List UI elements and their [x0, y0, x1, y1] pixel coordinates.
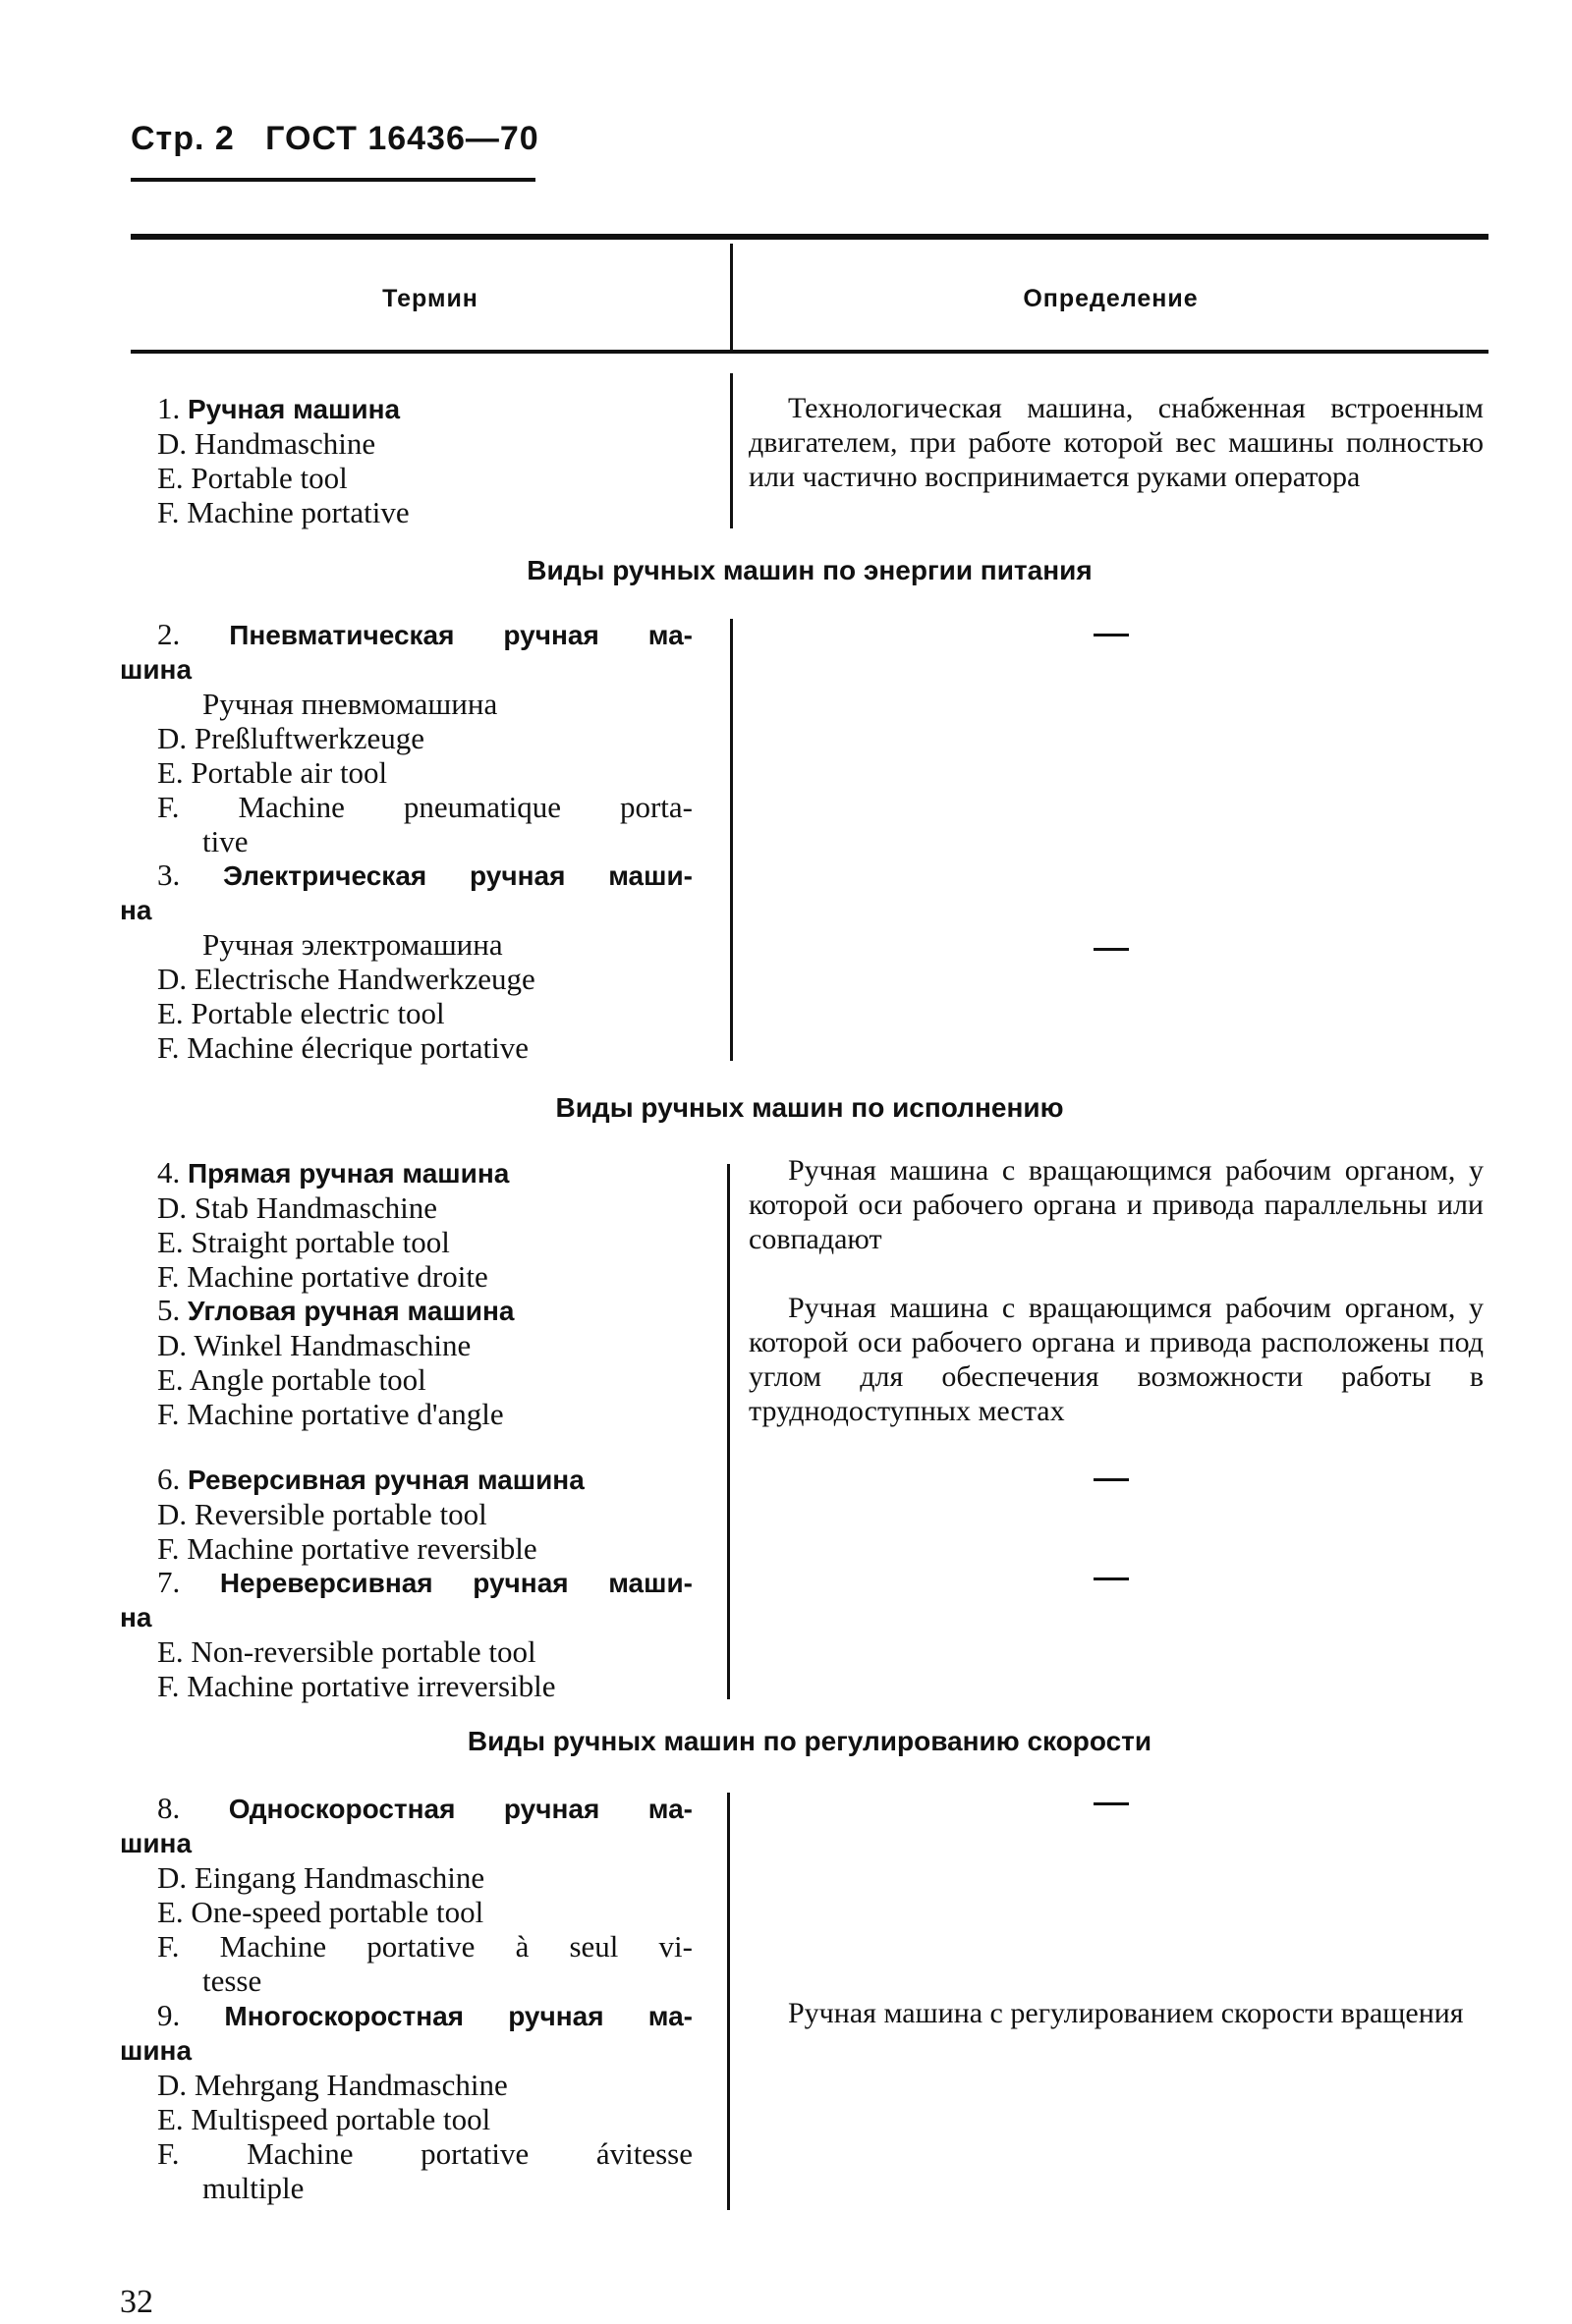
term-fr: F. Machine pneumatique porta- — [157, 790, 693, 824]
definition-text: Технологическая машина, снабженная встроенным двигателем, при работе которой вес машины полностью или частично воспринимается руками оператора — [749, 392, 1484, 493]
term-de: D. Stab Handmaschine — [157, 1190, 437, 1225]
term-5 — [157, 1293, 693, 1431]
term-en: E. Portable tool — [157, 461, 348, 495]
term-8 — [120, 1791, 694, 1998]
term-en: E. One-speed portable tool — [157, 1895, 484, 1929]
term-text — [157, 1791, 693, 1826]
term-text: 1. — [157, 391, 181, 425]
term-en: E. Portable electric tool — [157, 996, 445, 1030]
term-text: 8. — [157, 1791, 181, 1825]
column-header-definition: Определение — [1023, 285, 1199, 312]
term-2 — [120, 617, 693, 858]
term-title: Прямая ручная машина — [188, 1158, 510, 1189]
term-text — [157, 858, 693, 893]
term-7 — [120, 1565, 694, 1703]
term-title: Угловая ручная машина — [188, 1296, 515, 1326]
term-3 — [120, 858, 693, 1065]
term-fr-cont: multiple — [202, 2171, 305, 2205]
column-divider — [730, 373, 733, 528]
term-de: D. Eingang Handmaschine — [157, 1860, 485, 1895]
definition-5 — [749, 1291, 1484, 1428]
definition-text: Ручная машина с вращающимся рабочим органом, у которой оси рабочего органа и привода расположены под углом для обеспечения возможности работы в труднодоступных местах — [749, 1292, 1484, 1427]
table-top-rule — [131, 234, 1488, 240]
term-text — [157, 1565, 693, 1600]
term-en: E. Portable air tool — [157, 755, 388, 790]
definition-1 — [749, 391, 1484, 494]
term-text — [157, 391, 693, 426]
term-fr: F. Machine portative d'angle — [157, 1397, 504, 1431]
page-header — [131, 120, 539, 158]
section-heading: Виды ручных машин по исполнению — [555, 1092, 1064, 1123]
standard-number: ГОСТ 16436—70 — [265, 120, 539, 157]
term-text — [157, 1155, 693, 1190]
term-fr: F. Machine portative ávitesse — [157, 2136, 693, 2171]
term-de: D. Preßluftwerkzeuge — [157, 721, 425, 755]
term-de: D. Handmaschine — [157, 426, 376, 461]
term-fr: F. Machine portative — [157, 495, 410, 529]
term-fr: F. Machine portative reversible — [157, 1531, 537, 1566]
term-title-cont: шина — [120, 1828, 193, 1858]
definition-text: Ручная машина с вращающимся рабочим органом, у которой оси рабочего органа и привода параллельны или совпадают — [749, 1154, 1484, 1255]
term-en: E. Multispeed portable tool — [157, 2102, 491, 2136]
term-4 — [157, 1155, 693, 1294]
term-synonym: Ручная пневмомашина — [202, 687, 498, 721]
definition-text: Ручная машина с регулированием скорости вращения — [788, 1997, 1464, 2029]
term-title-cont: на — [120, 895, 152, 925]
definition-7-dash — [1094, 1577, 1129, 1580]
term-title-cont: шина — [120, 654, 193, 685]
term-title: Односкоростная ручная ма- — [228, 1794, 694, 1824]
term-text — [157, 1293, 693, 1328]
definition-4 — [749, 1153, 1484, 1256]
term-title: Реверсивная ручная машина — [188, 1465, 585, 1495]
term-title: Многоскоростная ручная ма- — [224, 2001, 693, 2031]
page-label: Стр. 2 — [131, 120, 235, 157]
table-head-rule — [131, 350, 1488, 354]
column-divider — [727, 1793, 730, 2210]
term-1 — [157, 391, 693, 529]
term-title-cont: на — [120, 1602, 152, 1632]
term-de: D. Reversible portable tool — [157, 1497, 487, 1531]
term-text: 4. — [157, 1155, 181, 1190]
term-fr: F. Machine portative irreversible — [157, 1669, 556, 1703]
term-text: 3. — [157, 858, 181, 892]
header-underline — [131, 178, 535, 182]
term-de: D. Mehrgang Handmaschine — [157, 2068, 508, 2102]
term-en: E. Non-reversible portable tool — [157, 1634, 536, 1669]
term-9 — [120, 1998, 693, 2205]
term-text: 6. — [157, 1462, 181, 1496]
term-title: Электрическая ручная маши- — [223, 860, 693, 891]
term-text — [157, 617, 693, 652]
definition-3-dash — [1094, 948, 1129, 951]
term-text: 7. — [157, 1565, 181, 1599]
term-text — [157, 1998, 693, 2033]
definition-6-dash — [1094, 1478, 1129, 1481]
page-number: 32 — [120, 2284, 153, 2320]
definition-2-dash — [1094, 634, 1129, 636]
section-heading: Виды ручных машин по энергии питания — [527, 555, 1093, 585]
term-text — [157, 1462, 693, 1497]
column-header-term: Термин — [382, 285, 478, 312]
term-fr: F. Machine portative à seul vi- — [157, 1929, 693, 1964]
term-fr: F. Machine élecrique portative — [157, 1030, 529, 1065]
section-heading: Виды ручных машин по регулированию скорости — [467, 1726, 1152, 1756]
term-text: 9. — [157, 1998, 181, 2032]
term-title: Нереверсивная ручная маши- — [219, 1568, 694, 1598]
term-fr: F. Machine portative droite — [157, 1259, 488, 1294]
term-6 — [157, 1462, 693, 1566]
term-text: 2. — [157, 617, 181, 651]
term-en: E. Angle portable tool — [157, 1362, 426, 1397]
column-divider — [727, 1164, 730, 1699]
term-de: D. Winkel Handmaschine — [157, 1328, 472, 1362]
term-text: 5. — [157, 1293, 181, 1327]
term-de: D. Electrische Handwerkzeuge — [157, 962, 535, 996]
term-en: E. Straight portable tool — [157, 1225, 450, 1259]
term-title-cont: шина — [120, 2035, 193, 2066]
term-synonym: Ручная электромашина — [202, 927, 503, 962]
term-title: Ручная машина — [188, 394, 401, 424]
definition-8-dash — [1094, 1802, 1129, 1805]
term-fr-cont: tive — [202, 824, 249, 858]
column-divider — [730, 619, 733, 1061]
definition-9 — [749, 1996, 1484, 2030]
term-fr-cont: tesse — [202, 1964, 262, 1998]
term-title: Пневматическая ручная ма- — [229, 620, 693, 650]
